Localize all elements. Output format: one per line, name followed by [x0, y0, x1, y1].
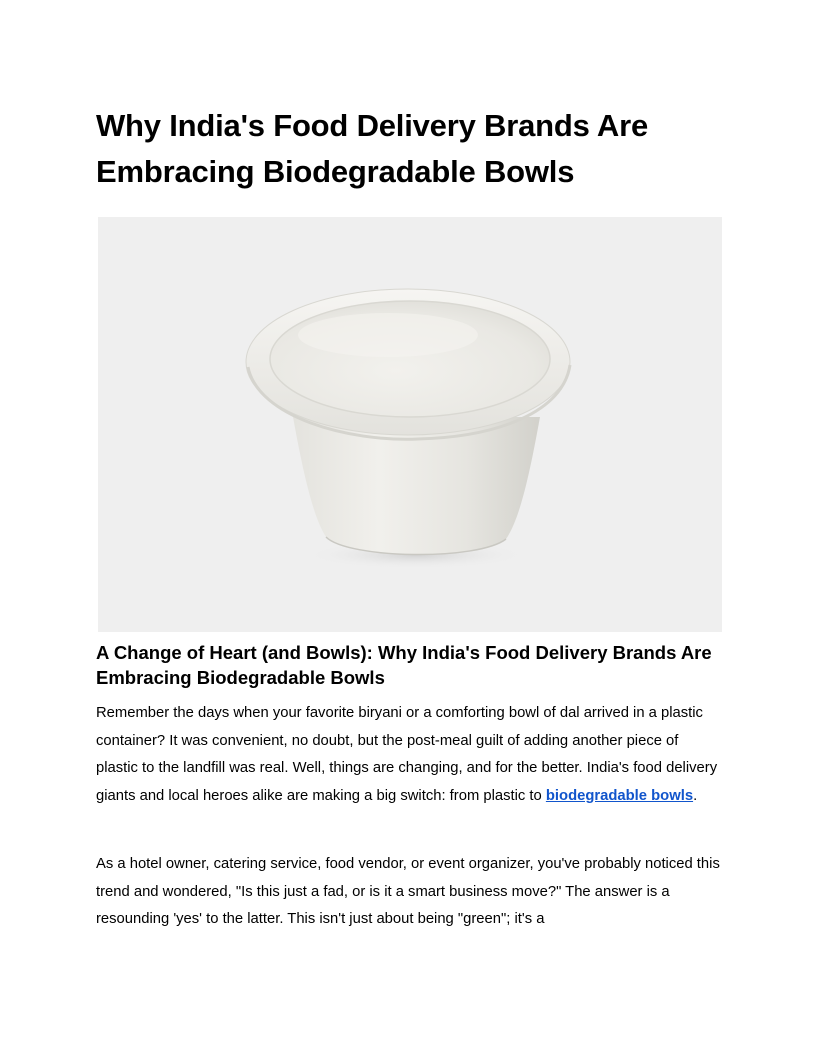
paragraph-text-end: .	[693, 787, 698, 804]
bowl-image	[98, 217, 722, 632]
intro-paragraph	[96, 700, 722, 810]
hero-image	[98, 217, 722, 632]
biodegradable-bowls-link[interactable]: biodegradable bowls	[545, 787, 694, 804]
business-paragraph: As a hotel owner, catering service, food vendor, or event organizer, you've probably noticed this trend and wondered, "Is this just a fad, or is it a smart business move?" The answer is a resounding 'yes' to the latter. This isn't just about being "green"; it's a	[96, 856, 720, 927]
section-heading: A Change of Heart (and Bowls): Why India's Food Delivery Brands Are Embracing Biodegradable Bowls	[96, 642, 712, 688]
article-title: Why India's Food Delivery Brands Are Embracing Biodegradable Bowls	[96, 108, 648, 189]
paragraph-text: Remember the days when your favorite biryani or a comforting bowl of dal arrived in a plastic container? It was convenient, no doubt, but the post-meal guilt of adding another piece of plastic to the landfill was real. Well, things are changing, and for the better. India's food delivery giants and local heroes alike are making a big switch: from plastic to	[96, 705, 718, 804]
